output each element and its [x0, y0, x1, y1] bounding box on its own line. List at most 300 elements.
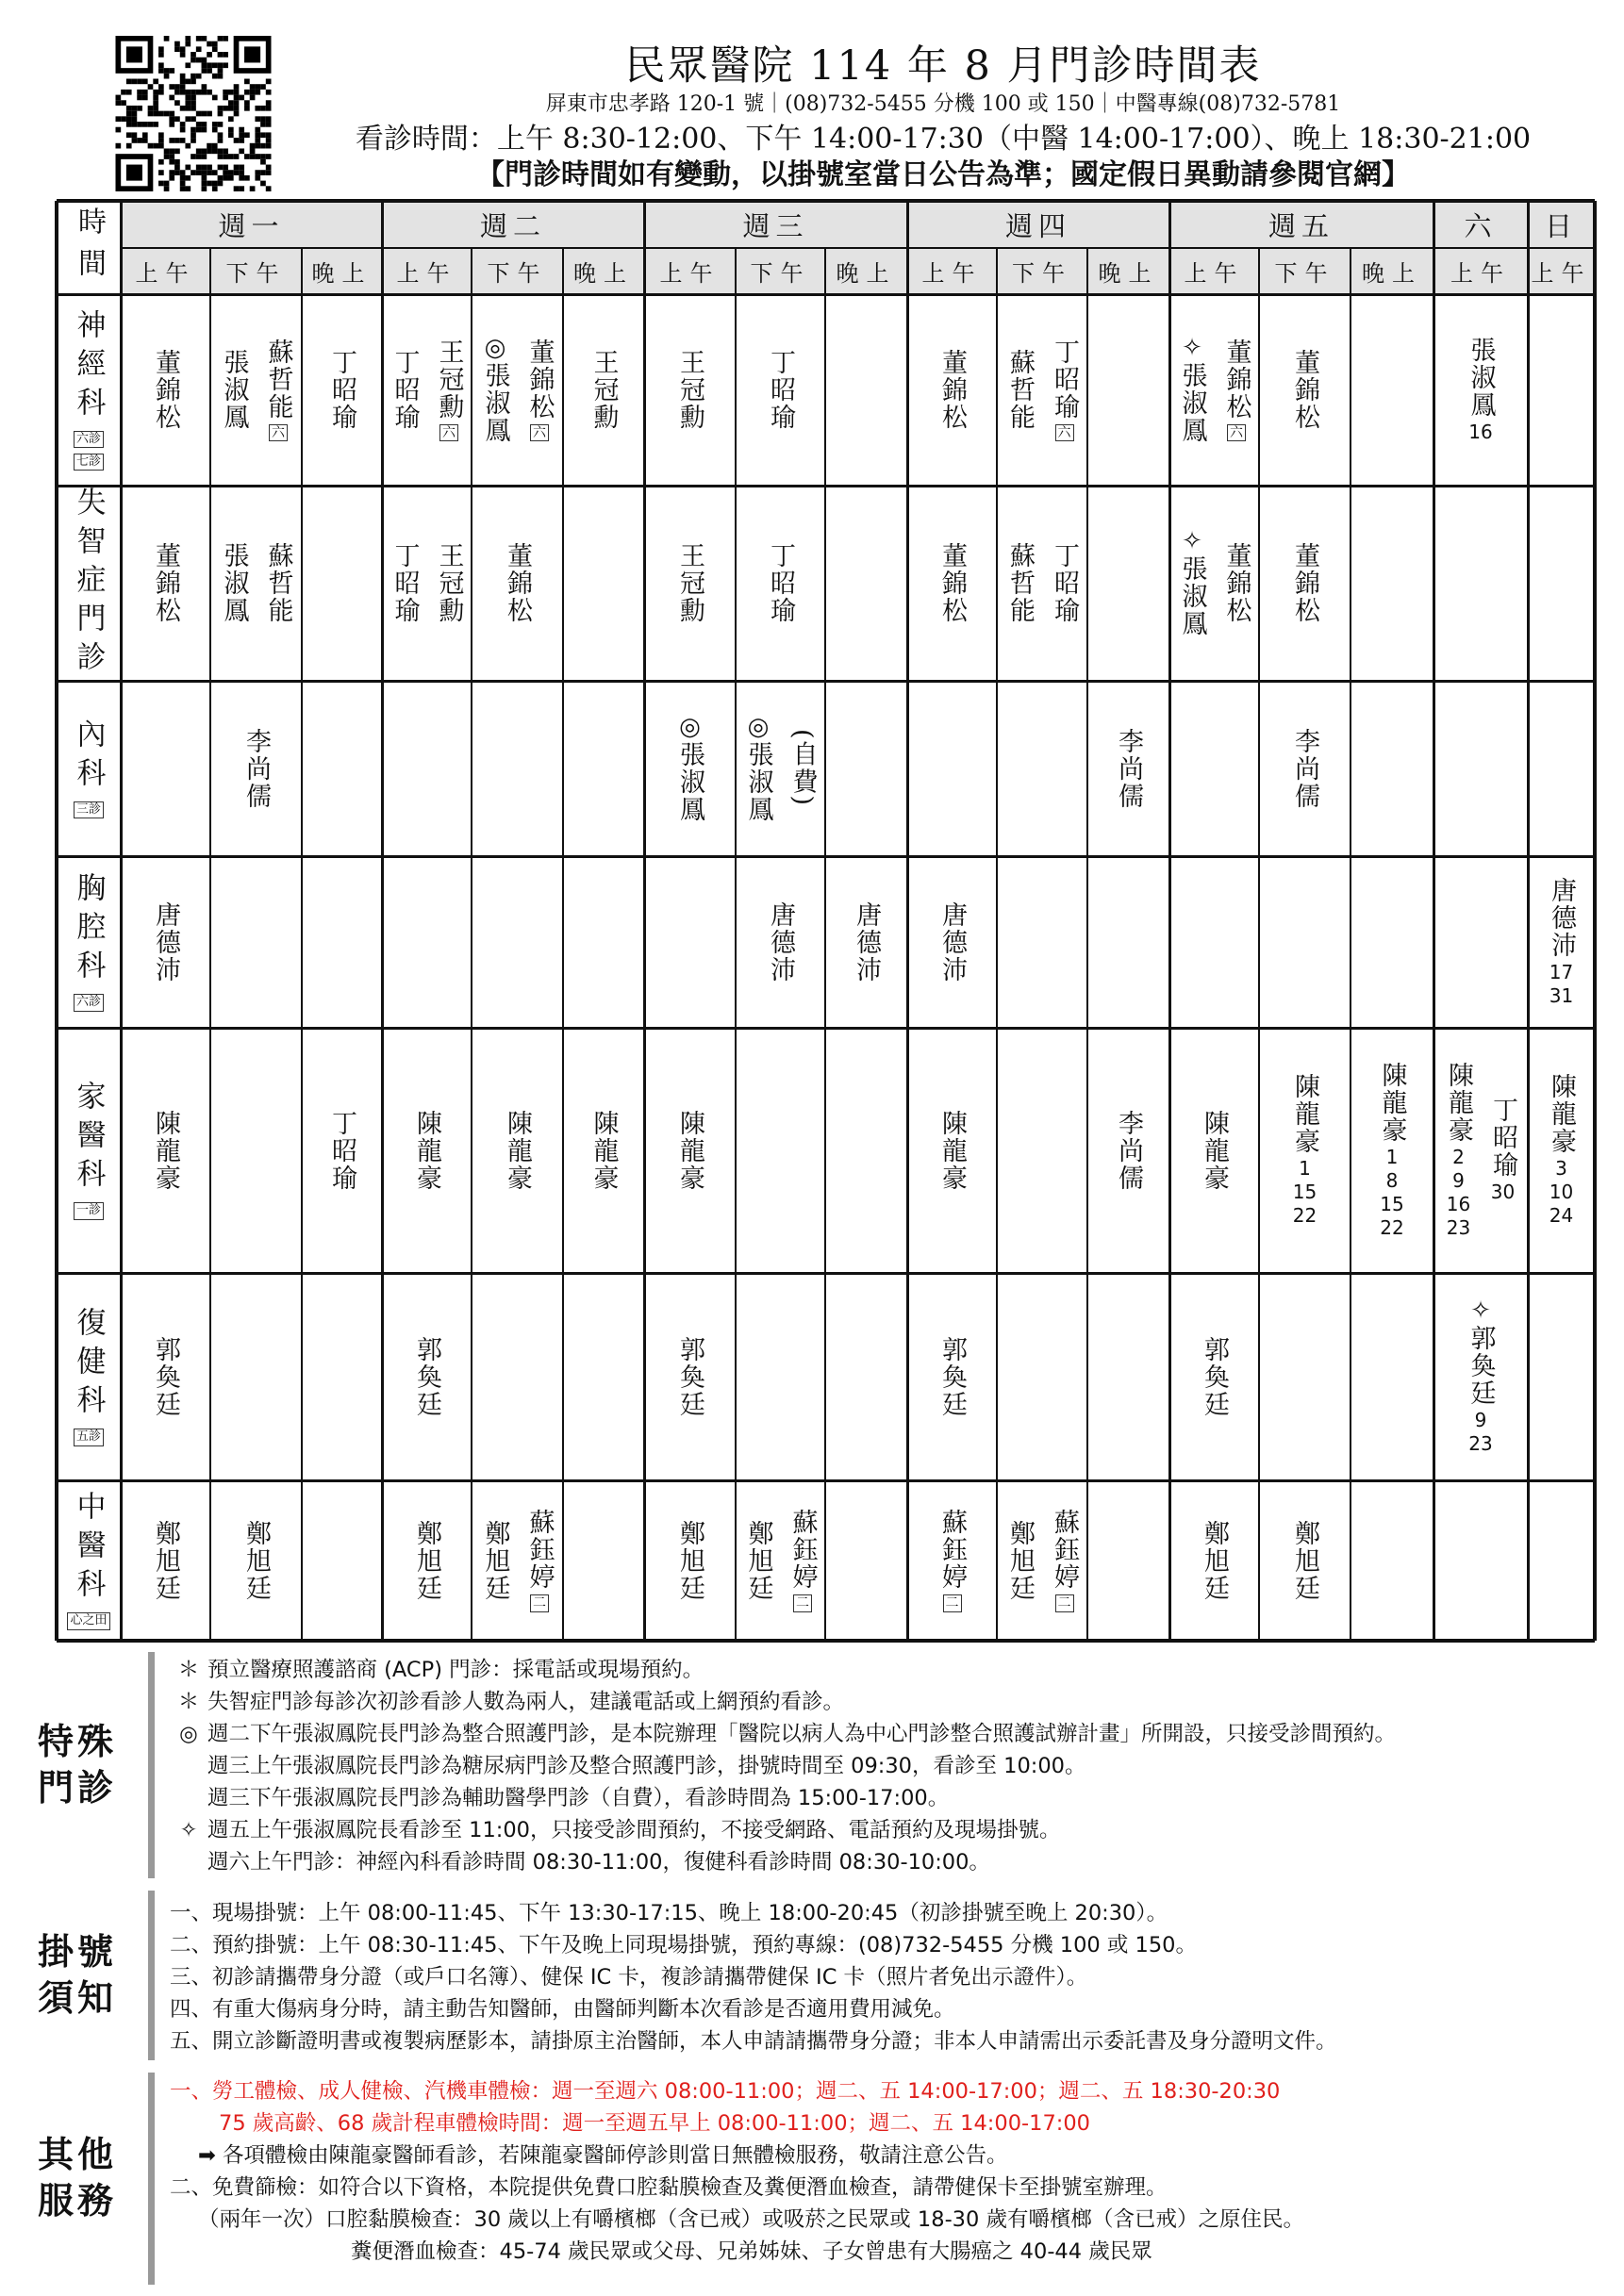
schedule-cell[interactable]	[825, 1028, 907, 1273]
doctor-entry	[740, 1520, 777, 1602]
doctor-name: 丁昭瑜	[1050, 542, 1079, 624]
doctor-name: 王冠勳	[675, 542, 704, 624]
schedule-cell[interactable]	[736, 1028, 825, 1273]
schedule-cell[interactable]	[1433, 294, 1528, 486]
room-badge: 三診	[74, 801, 104, 818]
schedule-cell[interactable]	[1433, 681, 1528, 856]
doctor-name: 鄭旭廷	[1290, 1519, 1319, 1602]
schedule-cell[interactable]	[302, 486, 382, 681]
doctor-name: 董錦松	[1290, 349, 1319, 431]
grid-line	[209, 248, 211, 1641]
day-header: 週二	[479, 209, 546, 242]
doctor-entry	[499, 1110, 536, 1192]
schedule-cell[interactable]	[1259, 856, 1351, 1028]
doctor-entry	[238, 728, 274, 810]
shift-header: 晚上	[573, 260, 634, 287]
schedule-cell[interactable]	[1528, 486, 1595, 681]
schedule-cell[interactable]	[644, 294, 736, 486]
schedule-cell[interactable]	[1351, 681, 1433, 856]
schedule-cell[interactable]	[1087, 1028, 1169, 1273]
room-number-badge: 二	[530, 1594, 549, 1612]
special-marker-icon: ✧	[1182, 334, 1202, 362]
department-name: 內科	[71, 718, 106, 796]
schedule-cell[interactable]	[382, 486, 472, 681]
doctor-entry	[1286, 349, 1323, 431]
department-name: 神經科	[71, 308, 106, 425]
schedule-cell[interactable]	[1528, 681, 1595, 856]
doctor-name: 陳龍豪	[1200, 1109, 1229, 1192]
schedule-cell[interactable]	[997, 856, 1087, 1028]
special-marker-icon: ◎	[679, 712, 701, 741]
doctor-name: 丁昭瑜	[1488, 1097, 1517, 1179]
schedule-cell[interactable]	[210, 1028, 302, 1273]
registration-line: 五、開立診斷證明書或複製病歷影本，請掛原主治醫師，本人申請請攜帶身分證；非本人申請需出示委託書及身分證明文件。	[170, 2029, 1337, 2054]
schedule-cell[interactable]	[997, 294, 1087, 486]
schedule-cell[interactable]	[825, 294, 907, 486]
doctor-name: 丁昭瑜	[389, 542, 420, 624]
doctor-name: 張淑鳳	[675, 740, 704, 823]
grid-line	[381, 201, 384, 1641]
bullet-icon: ＊	[177, 1658, 200, 1682]
schedule-cell[interactable]	[825, 1273, 907, 1480]
schedule-cell[interactable]	[825, 856, 907, 1028]
schedule-cell[interactable]	[121, 1028, 210, 1273]
schedule-cell[interactable]	[736, 486, 825, 681]
schedule-cell[interactable]	[997, 1273, 1087, 1480]
grid-line	[1527, 201, 1530, 1641]
doctor-entry	[147, 901, 184, 983]
schedule-cell[interactable]	[644, 681, 736, 856]
doctor-name: 陳龍豪	[937, 1109, 967, 1192]
room-badge: 七診	[74, 454, 104, 471]
schedule-cell[interactable]	[1433, 1480, 1528, 1641]
doctor-entry	[671, 1520, 708, 1602]
grid-line	[120, 201, 123, 1641]
grid-line	[824, 248, 826, 1641]
schedule-cell[interactable]	[210, 486, 302, 681]
doctor-entry	[147, 349, 184, 431]
doctor-entry	[1463, 337, 1500, 444]
schedule-cell[interactable]	[472, 294, 563, 486]
doctor-entry	[260, 339, 297, 442]
schedule-cell[interactable]	[644, 1028, 736, 1273]
doctor-name: (自費)	[787, 729, 818, 808]
schedule-cell[interactable]	[1259, 1028, 1351, 1273]
doctor-name: 董錦松	[937, 542, 967, 624]
doctor-name: 董錦松	[151, 542, 180, 624]
schedule-cell[interactable]	[472, 1028, 563, 1273]
doctor-name: 唐德沛	[151, 900, 180, 983]
department-label	[57, 486, 121, 681]
schedule-cell[interactable]	[121, 1480, 210, 1641]
grid-line	[735, 248, 737, 1641]
special-clinic-text: 週六上午門診：神經內科看診時間 08:30-11:00，復健科看診時間 08:30-10:00。	[207, 1850, 990, 1875]
schedule-cell[interactable]	[1259, 1273, 1351, 1480]
doctor-entry	[762, 349, 799, 431]
day-header: 週三	[742, 209, 809, 242]
schedule-cell[interactable]	[1433, 856, 1528, 1028]
health-check-hours: 一、勞工體檢、成人健檢、汽機車體檢：週一至週六 08:00-11:00；週二、五 14:00-17:00；週二、五 18:30-20:30	[170, 2079, 1281, 2104]
doctor-name: 郭奐廷	[151, 1335, 180, 1418]
clinic-dates: 1 15 22	[1292, 1157, 1317, 1227]
schedule-cell[interactable]	[382, 856, 472, 1028]
schedule-cell[interactable]	[1259, 1480, 1351, 1641]
schedule-cell[interactable]	[1169, 294, 1259, 486]
doctor-entry	[147, 1336, 184, 1418]
corner-label: 時間	[73, 206, 106, 289]
doctor-name: 蘇鈺婷	[787, 1509, 818, 1592]
grid-line	[471, 248, 472, 1641]
schedule-cell[interactable]	[1528, 856, 1595, 1028]
schedule-cell[interactable]	[210, 856, 302, 1028]
doctor-entry	[1046, 339, 1083, 442]
schedule-cell[interactable]	[1433, 486, 1528, 681]
doctor-entry	[934, 542, 970, 624]
schedule-cell[interactable]	[825, 486, 907, 681]
doctor-name: 張淑鳳	[219, 349, 249, 431]
room-badge: 一診	[74, 1202, 104, 1219]
special-marker-icon: ✧	[1470, 1296, 1491, 1325]
schedule-cell[interactable]	[1087, 486, 1169, 681]
doctor-name: 唐德沛	[1547, 876, 1576, 959]
doctor-entry	[408, 1110, 445, 1192]
doctor-entry	[387, 542, 423, 624]
doctor-entry	[522, 339, 558, 442]
schedule-cell[interactable]	[907, 681, 997, 856]
doctor-entry	[586, 349, 622, 431]
doctor-name: 蘇哲能	[1005, 542, 1035, 624]
schedule-cell[interactable]	[997, 1480, 1087, 1641]
schedule-cell[interactable]	[1169, 681, 1259, 856]
doctor-entry	[1484, 1097, 1521, 1204]
doctor-name: 鄭旭廷	[1005, 1519, 1035, 1602]
doctor-name: 丁昭瑜	[766, 349, 795, 431]
shift-header: 晚上	[836, 260, 897, 287]
schedule-cell[interactable]	[472, 1480, 563, 1641]
doctor-name: 郭奐廷	[937, 1335, 967, 1418]
schedule-cell[interactable]	[1351, 486, 1433, 681]
doctor-name: 郭奐廷	[675, 1335, 704, 1418]
doctor-name: 鄭旭廷	[675, 1519, 704, 1602]
doctor-entry	[216, 349, 253, 431]
doctor-entry	[1543, 1073, 1580, 1228]
doctor-name: 李尚儒	[1114, 727, 1143, 810]
schedule-cell[interactable]	[121, 486, 210, 681]
schedule-cell[interactable]	[302, 1480, 382, 1641]
doctor-name: 丁昭瑜	[389, 349, 420, 431]
schedule-cell[interactable]	[302, 1273, 382, 1480]
doctor-entry	[387, 349, 423, 431]
doctor-name: 董錦松	[503, 542, 532, 624]
room-badge: 五診	[74, 1429, 104, 1445]
schedule-cell[interactable]	[907, 1480, 997, 1641]
schedule-cell[interactable]	[1259, 294, 1351, 486]
schedule-cell[interactable]	[1528, 1480, 1595, 1641]
special-clinic-line	[170, 1653, 704, 1683]
schedule-cell[interactable]	[382, 294, 472, 486]
schedule-cell[interactable]	[121, 1273, 210, 1480]
department-name: 胸腔科	[71, 872, 106, 989]
schedule-cell[interactable]	[302, 294, 382, 486]
schedule-cell[interactable]	[907, 486, 997, 681]
doctor-entry	[762, 542, 799, 624]
clinic-dates: 16	[1468, 420, 1493, 443]
schedule-cell[interactable]	[997, 486, 1087, 681]
doctor-name: 陳龍豪	[675, 1109, 704, 1192]
department-label	[57, 856, 121, 1028]
schedule-cell[interactable]	[1351, 1480, 1433, 1641]
schedule-cell[interactable]	[1259, 486, 1351, 681]
schedule-cell[interactable]	[210, 1480, 302, 1641]
schedule-cell[interactable]	[563, 1480, 644, 1641]
doctor-name: 鄭旭廷	[1200, 1519, 1229, 1602]
doctor-entry	[671, 349, 708, 431]
schedule-cell[interactable]	[1528, 1028, 1595, 1273]
shift-header: 上午	[135, 260, 196, 287]
schedule-cell[interactable]	[563, 486, 644, 681]
grid-line	[562, 248, 564, 1641]
schedule-cell[interactable]	[1351, 294, 1433, 486]
schedule-cell[interactable]	[472, 486, 563, 681]
schedule-cell[interactable]	[563, 1273, 644, 1480]
doctor-entry	[1463, 1298, 1500, 1456]
doctor-entry	[1110, 1110, 1147, 1192]
special-clinic-text: 預立醫療照護諮商 (ACP) 門診：採電話或現場預約。	[207, 1658, 704, 1682]
schedule-cell[interactable]	[472, 856, 563, 1028]
doctor-entry	[1286, 1520, 1323, 1602]
schedule-cell[interactable]	[997, 1028, 1087, 1273]
doctor-entry	[671, 1336, 708, 1418]
schedule-cell[interactable]	[382, 1480, 472, 1641]
shift-header: 下午	[487, 260, 548, 287]
special-clinic-text: 週五上午張淑鳳院長看診至 11:00，只接受診間預約，不接受網路、電話預約及現場掛號。	[207, 1818, 1061, 1842]
schedule-cell[interactable]	[1351, 1273, 1433, 1480]
schedule-cell[interactable]	[563, 294, 644, 486]
hospital-address: 屏東市忠孝路 120-1 號｜(08)732-5455 分機 100 或 150｜中醫專線(08)732-5781	[545, 92, 1341, 116]
doctor-entry	[260, 542, 297, 624]
schedule-cell[interactable]	[736, 856, 825, 1028]
schedule-cell[interactable]	[1169, 1028, 1259, 1273]
department-name: 失智症門診	[71, 487, 106, 680]
schedule-cell[interactable]	[1433, 1028, 1528, 1273]
doctor-entry	[1174, 336, 1211, 444]
grid-line	[57, 199, 1595, 203]
registration-line: 三、初診請攜帶身分證（或戶口名簿）、健保 IC 卡，複診請攜帶健保 IC 卡（照片者免出示證件）。	[170, 1965, 1088, 1990]
schedule-cell[interactable]	[1087, 1273, 1169, 1480]
page-title: 民眾醫院 114 年 8 月門診時間表	[624, 42, 1262, 90]
department-name: 家醫科	[71, 1081, 106, 1198]
schedule-cell[interactable]	[1087, 1480, 1169, 1641]
room-badge: 心之田	[67, 1612, 109, 1629]
bullet-icon: ＊	[177, 1690, 200, 1714]
schedule-cell[interactable]	[563, 681, 644, 856]
doctor-name: 鄭旭廷	[151, 1519, 180, 1602]
doctor-entry	[671, 542, 708, 624]
doctor-entry	[1196, 1336, 1233, 1418]
section-divider	[148, 1891, 155, 2060]
special-clinic-line	[170, 1717, 1396, 1747]
doctor-name: 鄭旭廷	[743, 1519, 773, 1602]
schedule-cell[interactable]	[1528, 1273, 1595, 1480]
doctor-entry	[1440, 1062, 1477, 1240]
bullet-icon: ◎	[179, 1722, 198, 1746]
grid-line	[121, 247, 1595, 249]
doctor-entry	[934, 349, 970, 431]
schedule-cell[interactable]	[382, 1028, 472, 1273]
department-label	[57, 1273, 121, 1480]
doctor-entry	[216, 542, 253, 624]
schedule-cell[interactable]	[825, 681, 907, 856]
special-clinic-title: 特殊門診	[38, 1720, 118, 1809]
schedule-cell[interactable]	[1087, 681, 1169, 856]
doctor-name: 唐德沛	[852, 900, 881, 983]
free-screening-note: 二、免費篩檢：如符合以下資格，本院提供免費口腔黏膜檢查及糞便潛血檢查，請帶健保卡至掛號室辦理。	[170, 2175, 1168, 2200]
schedule-cell[interactable]	[121, 856, 210, 1028]
grid-line	[1168, 201, 1171, 1641]
doctor-entry	[238, 1520, 274, 1602]
schedule-cell[interactable]	[825, 1480, 907, 1641]
doctor-entry	[1218, 339, 1255, 442]
doctor-name: 陳龍豪	[151, 1109, 180, 1192]
senior-check-hours: 75 歲高齡、68 歲計程車體檢時間：週一至週五早上 08:00-11:00；週二、五 14:00-17:00	[219, 2111, 1090, 2136]
schedule-cell[interactable]	[210, 1273, 302, 1480]
schedule-cell[interactable]	[1169, 856, 1259, 1028]
schedule-cell[interactable]	[1169, 486, 1259, 681]
schedule-cell[interactable]	[1528, 294, 1595, 486]
doctor-name: 陳龍豪	[1377, 1061, 1407, 1144]
doctor-entry	[1543, 877, 1580, 1008]
schedule-cell[interactable]	[210, 294, 302, 486]
department-label	[57, 1480, 121, 1641]
doctor-name: 王冠勳	[588, 349, 619, 431]
schedule-cell[interactable]	[210, 681, 302, 856]
health-check-doctor-note: ➡ 各項體檢由陳龍豪醫師看診，若陳龍豪醫師停診則當日無體檢服務，敬請注意公告。	[198, 2143, 1008, 2168]
schedule-cell[interactable]	[644, 1273, 736, 1480]
schedule-cell[interactable]	[1169, 1273, 1259, 1480]
schedule-cell[interactable]	[563, 1028, 644, 1273]
schedule-cell[interactable]	[907, 1028, 997, 1273]
schedule-cell[interactable]	[736, 1480, 825, 1641]
schedule-cell[interactable]	[736, 294, 825, 486]
doctor-name: 蘇哲能	[263, 338, 293, 421]
schedule-cell[interactable]	[1259, 681, 1351, 856]
schedule-cell[interactable]	[1169, 1480, 1259, 1641]
doctor-entry	[671, 1110, 708, 1192]
doctor-name: 董錦松	[151, 349, 180, 431]
doctor-entry	[1174, 529, 1211, 637]
schedule-notice: 【門診時間如有變動，以掛號室當日公告為準；國定假日異動請參閱官網】	[476, 158, 1410, 191]
shift-header: 上午	[396, 260, 457, 287]
doctor-name: 李尚儒	[1114, 1109, 1143, 1192]
doctor-name: 張淑鳳	[1177, 362, 1207, 444]
room-number-badge: 六	[1227, 424, 1246, 442]
doctor-name: 唐德沛	[937, 900, 967, 983]
schedule-cell[interactable]	[472, 1273, 563, 1480]
schedule-cell[interactable]	[563, 856, 644, 1028]
other-services-title: 其他服務	[38, 2133, 118, 2222]
room-number-badge: 六	[1055, 424, 1074, 442]
doctor-name: 董錦松	[1221, 542, 1251, 624]
doctor-name: 陳龍豪	[588, 1109, 619, 1192]
schedule-cell[interactable]	[644, 486, 736, 681]
schedule-cell[interactable]	[1087, 294, 1169, 486]
schedule-cell[interactable]	[644, 1480, 736, 1641]
doctor-entry	[1002, 1520, 1038, 1602]
grid-line	[55, 201, 58, 1641]
registration-line: 二、預約掛號：上午 08:30-11:45、下午及晚上同現場掛號，預約專線：(08)732-5455 分機 100 或 150。	[170, 1933, 1197, 1957]
doctor-entry	[1218, 542, 1255, 624]
doctor-entry	[1286, 728, 1323, 810]
doctor-entry	[431, 542, 468, 624]
doctor-name: 李尚儒	[1290, 727, 1319, 810]
schedule-cell[interactable]	[302, 681, 382, 856]
day-header: 六	[1464, 209, 1498, 242]
doctor-entry	[323, 1110, 360, 1192]
day-header: 週四	[1004, 209, 1071, 242]
doctor-entry	[477, 1520, 514, 1602]
grid-line	[1433, 201, 1435, 1641]
special-clinic-line	[170, 1749, 1086, 1779]
shift-header: 上午	[1450, 260, 1511, 287]
doctor-name: 鄭旭廷	[412, 1519, 441, 1602]
schedule-cell[interactable]	[302, 1028, 382, 1273]
schedule-cell[interactable]	[121, 294, 210, 486]
doctor-name: 張淑鳳	[219, 542, 249, 624]
clinic-dates: 2 9 16 23	[1446, 1145, 1471, 1239]
doctor-name: 王冠勳	[434, 542, 464, 624]
department-name: 中醫科	[71, 1491, 106, 1608]
doctor-name: 陳龍豪	[503, 1109, 532, 1192]
special-marker-icon: ◎	[747, 712, 770, 741]
grid-line	[1350, 248, 1351, 1641]
schedule-cell[interactable]	[1087, 856, 1169, 1028]
doctor-name: 郭奐廷	[1466, 1324, 1496, 1407]
schedule-cell[interactable]	[121, 681, 210, 856]
shift-header: 上午	[659, 260, 721, 287]
schedule-cell[interactable]	[382, 681, 472, 856]
schedule-cell[interactable]	[907, 1273, 997, 1480]
schedule-cell[interactable]	[736, 1273, 825, 1480]
schedule-cell[interactable]	[997, 681, 1087, 856]
shift-header: 下午	[1012, 260, 1072, 287]
schedule-cell[interactable]	[907, 856, 997, 1028]
doctor-name: 鄭旭廷	[480, 1519, 510, 1602]
schedule-cell[interactable]	[644, 856, 736, 1028]
special-clinic-text: 週三下午張淑鳳院長門診為輔助醫學門診（自費），看診時間為 15:00-17:00。	[207, 1786, 950, 1810]
room-number-badge: 六	[439, 424, 458, 442]
doctor-name: 蘇哲能	[263, 542, 293, 624]
doctor-name: 陳龍豪	[1290, 1073, 1319, 1155]
doctor-entry	[408, 1336, 445, 1418]
doctor-entry	[1110, 728, 1147, 810]
schedule-cell[interactable]	[302, 856, 382, 1028]
doctor-name: 郭奐廷	[1200, 1335, 1229, 1418]
shift-header: 上午	[921, 260, 983, 287]
grid-line	[906, 201, 909, 1641]
doctor-entry	[785, 1509, 821, 1612]
doctor-name: 陳龍豪	[412, 1109, 441, 1192]
schedule-cell[interactable]	[472, 681, 563, 856]
clinic-dates: 3 10 24	[1549, 1157, 1574, 1227]
schedule-cell[interactable]	[1351, 856, 1433, 1028]
schedule-cell[interactable]	[736, 681, 825, 856]
schedule-cell[interactable]	[1433, 1273, 1528, 1480]
schedule-cell[interactable]	[907, 294, 997, 486]
schedule-cell[interactable]	[382, 1273, 472, 1480]
schedule-cell[interactable]	[1351, 1028, 1433, 1273]
doctor-name: 鄭旭廷	[241, 1519, 271, 1602]
doctor-entry	[1002, 542, 1038, 624]
